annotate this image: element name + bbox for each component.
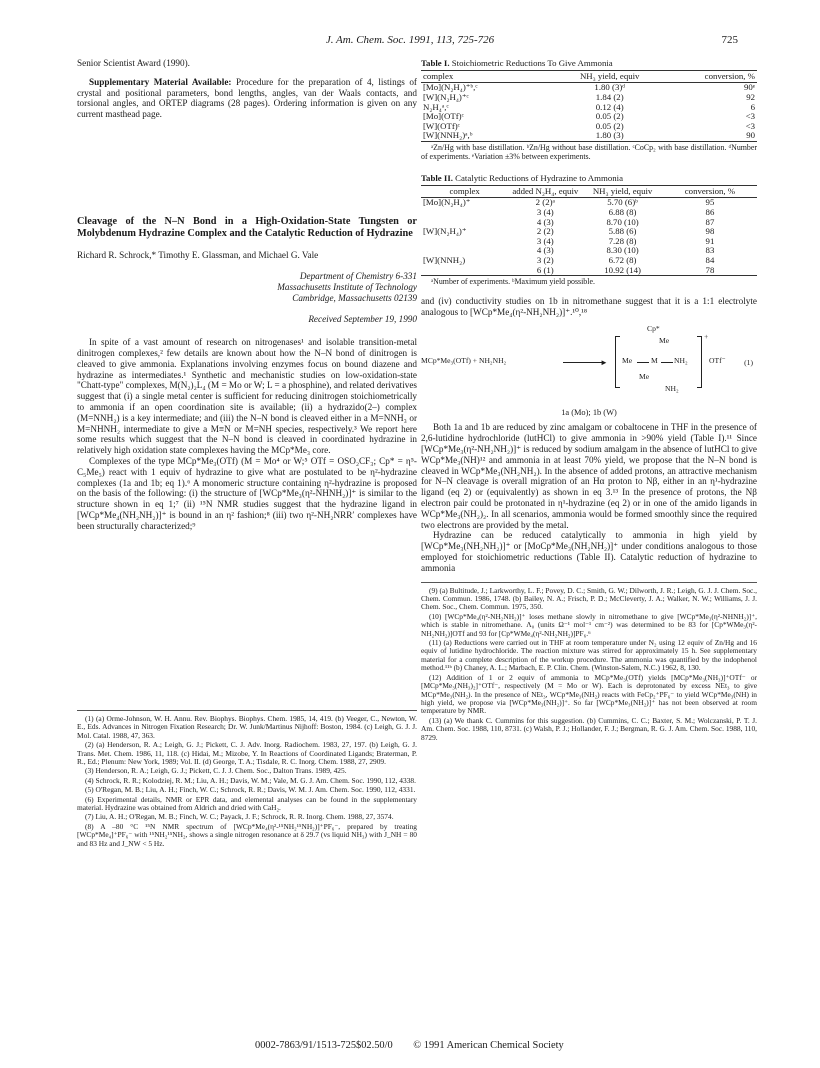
table-cell: 2 (2)ᵃ (535, 197, 555, 208)
arrow-head-icon: ► (600, 357, 608, 367)
table-cell: 90 (664, 131, 757, 141)
footnotes-right (421, 582, 757, 742)
table-1-grid (421, 70, 757, 142)
table-cell: 4 (3) (536, 216, 554, 227)
table-cell: [Mo](N₂H₄)⁺ᵇ,ᶜ (423, 82, 478, 93)
table-cell (421, 237, 508, 247)
scheme-me-left: Me (622, 355, 633, 365)
table-cell: 83 (705, 245, 715, 256)
reaction-arrow (563, 362, 605, 363)
table-cell: 3 (4) (536, 206, 554, 217)
table-cell: 92 (746, 91, 755, 102)
table-cell: 87 (705, 216, 715, 227)
table-1-caption (421, 58, 757, 69)
scheme-reactants: MCp*Me₃(OTf) + NH₂NH₂ (421, 355, 507, 365)
table-cell: [W](N₂H₄)⁺ (423, 226, 467, 237)
table-cell: 90ᵉ (743, 82, 755, 93)
affiliation (77, 271, 417, 305)
table-2-footnote-text: ᵃNumber of experiments. ᵇMaximum yield possible. (431, 277, 595, 287)
table-1-footnote-text: ᵃZn/Hg with base distillation. ᵇZn/Hg without base distillation. ᶜCoCp₂ with base distillation. ᵈNumber of experiments. ᵉVariation ±3% between experiments. (421, 142, 757, 161)
footnote: (2) (a) Henderson, R. A.; Leigh, G. J.; Pickett, C. J. Adv. Inorg. Radiochem. 1983, 27, 197. (b) Leigh, G. J. Trans. Met. Chem. 1986, 11, 118. (c) Hidai, M.; Mizobe, Y. In Reactions of Coordinated Ligands; Braterman, P. R., Ed.; Plenum: New York, 1989; Vol. II. (d) George, T. A.; Tisdale, R. C. Inorg. Chem. 1988, 27, 2909. (77, 740, 417, 767)
paragraph: Both 1a and 1b are reduced by zinc amalgam or cobaltocene in THF in the presence of 2,6-lutidine hydrochloride (lutHCl) to give ammonia in >90% yield (Table I).¹¹ Since [WCp*Me₃(η²-NH₂NH₂)]⁺ is reduced by sodium amalgam in the absence of lutHCl to give WCp*Me₃(NH)¹² and ammonia in at least 70% yield, we propose that the N–N bond is cleaved in WCp*Me₃(NH₂NH₂). In the absence of added protons, an attractive mechanism for N–N cleavage is overall migration of an Hα proton to Nβ, either in an η¹-hydrazine ligand (eq 2) or (equivalently) as shown in eq 3.¹³ In the presence of protons, the Nβ electron pair could be protonated in η¹-hydrazine (eq 2) or in one of the amido ligands in WCp*Me₃(NH₂)₂. In all scenarios, ammonia would be formed smoothly since the required two electrons are provided by the metal. (421, 422, 757, 530)
table-cell: 4 (3) (536, 245, 554, 256)
table-row (421, 131, 757, 141)
scheme-me-bottom: Me (639, 371, 650, 381)
left-bracket (615, 336, 620, 388)
scheme-cp: Cp* (647, 323, 660, 333)
table-cell: 1.84 (2) (595, 91, 624, 102)
table-cell: 6 (1) (508, 266, 582, 276)
page-number: 725 (721, 34, 738, 46)
footnote: (5) O'Regan, M. B.; Liu, A. H.; Finch, W. C.; Schrock, R. R.; Davis, W. M. J. Am. Chem. Soc. 1990, 112, 4331. (85, 785, 416, 795)
footnote: (11) (a) Reductions were carried out in THF at room temperature under N₂ using 12 equiv of Zn/Hg and 16 equiv of lutidine hydrochloride. The reaction mixture was stirred for approximately 15 h. See supplementary material for a complete description of the workup procedure. The ammonia was quantified by the indophenol method.¹¹ᵇ (b) Chaney, A. L.; Marbach, E. P. Clin. Chem. (Winston-Salem, N.C.) 1962, 8, 130. (421, 638, 757, 673)
footnote: (8) A –80 °C ¹⁵N NMR spectrum of [WCp*Me₄(η²-¹⁵NH₂¹⁵NH₂)]⁺PF₆⁻, prepared by treating [WCp*Me₄]⁺PF₆⁻ with ¹⁵NH₂¹⁵NH₂, shows a single nitrogen resonance at δ 29.7 (vs liquid NH₃) with J_NH = 80 and 83 Hz and J_NW < 5 Hz. (77, 821, 417, 848)
received-date: Received September 19, 1990 (308, 314, 417, 325)
affiliation-city: Cambridge, Massachusetts 02139 (292, 293, 417, 304)
table-2-label: Table II. (421, 172, 453, 183)
table-2-title: Catalytic Reductions of Hydrazine to Ammonia (455, 172, 623, 183)
table-cell: 78 (663, 266, 757, 276)
footnote: (7) Liu, A. H.; O'Regan, M. B.; Finch, W. C.; Payack, J. F.; Schrock, R. R. Inorg. Chem. 1988, 27, 3574. (85, 812, 394, 822)
table-cell: 86 (705, 206, 715, 217)
equation-1-scheme (421, 322, 757, 404)
table-header: conversion, % (663, 185, 757, 198)
table-1-body (421, 83, 757, 142)
table-2-footnote (421, 277, 757, 286)
paragraph: In spite of a vast amount of research on nitrogenases¹ and isolable transition-metal dinitrogen complexes,² few details are known about how the N–N bond of dinitrogen is cleaved to give ammonia. Explanations involving enzymes focus on bound diazene and hydrazine as intermediates.¹ Synthetic and mechanistic studies on low-oxidation-state "Chatt-type" complexes, M(N₂)₂L₄ (M = Mo or W; L = a phosphine), and related derivatives suggest that (i) a single metal center is sufficient for reducing dinitrogen stoichiometrically to ammonia if an open coordination site is available; (ii) a hydrazido(2–) complex (M=NNH₂) is a key intermediate; and (iii) the N–N bond is cleaved either in a M=NNH₃ or M=NHNH₂ intermediate to give a M≡N or M=NH species, respectively.³ We report here some results which suggest that the N–N bond is cleaved in coordinated hydrazine in relatively high oxidation state complexes having the MCp*Me₃ core. (77, 337, 417, 456)
table-header: NH₃ yield, equiv (555, 70, 664, 83)
right-bracket (697, 336, 702, 388)
table-cell: 6.72 (8) (608, 254, 637, 265)
table-cell: 0.12 (4) (595, 101, 624, 112)
table-2-body (421, 198, 757, 276)
left-column (77, 58, 417, 848)
table-cell: 5.88 (6) (608, 226, 637, 237)
scheme-metal: M (651, 355, 658, 365)
table-1-footnote (421, 143, 757, 161)
scheme-nh2-a: NH₂ (674, 355, 688, 365)
table-cell: <3 (745, 120, 755, 131)
footnote: (13) (a) We thank C. Cummins for this suggestion. (b) Cummins, C. C.; Baxter, S. M.; Wolczanski, P. T. J. Am. Chem. Soc. 1988, 110, 8731. (c) Walsh, P. J.; Hollander, F. J.; Bergman, R. G. J. Am. Chem. Soc. 1988, 110, 8729. (421, 715, 757, 742)
table-cell: 1.80 (3) (555, 131, 664, 141)
right-column (421, 58, 757, 743)
table-cell: 6.88 (8) (608, 206, 637, 217)
table-header: NH₃ yield, equiv (582, 185, 663, 198)
table-cell: [W](N₂H₄)⁺ᶜ (423, 91, 469, 102)
page-footer (255, 1040, 582, 1051)
footnote: (1) (a) Orme-Johnson, W. H. Annu. Rev. Biophys. Biophys. Chem. 1985, 14, 419. (b) Veeger, C., Newton, W. E., Eds. Advances in Nitrogen Fixation Research; Dr. W. Junk/Martinus Nijhoff: Boston, 1984. (c) Leigh, G. J. J. Mol. Catal. 1988, 47, 363. (77, 714, 417, 740)
authors: Richard R. Schrock,* Timothy E. Glassman, and Michael G. Vale (77, 249, 319, 260)
table-cell: N₂H₄ᵃ,ᶜ (423, 101, 449, 112)
page-header (0, 34, 820, 50)
table-cell: [W](NNH₂)ᵃ,ᵇ (421, 131, 555, 141)
table-header: added N₂H₄, equiv (508, 185, 582, 198)
table-cell: [Mo](N₂H₄)⁺ (423, 197, 471, 208)
footnote: (6) Experimental details, NMR or EPR data, and elemental analyses can be found in the supplementary material. Hydrazine was obtained from Aldrich and dried with CaH₂. (77, 794, 417, 813)
table-cell: [W](NNH₂) (423, 254, 466, 265)
bond-line (661, 362, 673, 363)
table-1-title: Stoichiometric Reductions To Give Ammonia (451, 58, 613, 68)
table-row (421, 266, 757, 276)
table-cell: 5.70 (6)ᵇ (607, 197, 638, 208)
table-header: complex (421, 70, 555, 83)
scheme-caption: 1a (Mo); 1b (W) (561, 407, 617, 417)
table-cell: 6 (750, 101, 755, 112)
table-row (421, 112, 757, 122)
article-title: Cleavage of the N–N Bond in a High-Oxidation-State Tungsten or Molybdenum Hydrazine Complex and the Catalytic Reduction of Hydrazine (77, 215, 417, 239)
footnote: (12) Addition of 1 or 2 equiv of ammonia to MCp*Me₃(OTf) yields [MCp*Me₃(NH₃)]⁺OTf⁻ or [MCp*Me₃(NH₃)₂]⁺OTf⁻, respectively (M = Mo or W). Each is deprotonated by excess NEt₃ to give MCp*Me₃(NH₂). In the presence of NEt₃, WCp*Me₃(NH₂) reacts with FeCp₂⁺PF₆⁻ to yield WCp*Me₃(NH) in high yield, we propose via [WCp*Me₃(NH₂)]⁺. So far [WCp*Me₃(NH₂)]⁺ has not been observed at room temperature by NMR. (421, 672, 757, 716)
table-2-grid (421, 185, 757, 276)
body-text-left (77, 337, 417, 531)
footnote: (3) Henderson, R. A.; Leigh, G. J.; Pickett, C. J. J. Chem. Soc., Dalton Trans. 1989, 425. (85, 766, 347, 776)
table-cell: 3 (4) (536, 235, 554, 246)
table-cell: 84 (705, 254, 715, 265)
table-cell: 2 (2) (536, 226, 554, 237)
journal-citation: J. Am. Chem. Soc. 1991, 113, 725-726 (325, 34, 495, 46)
table-row (421, 103, 757, 113)
scheme-nh2-b: NH₂ (665, 383, 679, 393)
table-cell (421, 266, 508, 276)
supplementary-text: Procedure for the preparation of 4, listings of crystal and positional parameters, bond lengths, angles, van der Waals contacts, and torsional angles, and ORTEP diagrams (28 pages). Ordering information is given on any current masthead page. (77, 76, 417, 120)
table-cell: [W](OTf)ᶜ (423, 120, 460, 131)
table-cell: 7.28 (8) (608, 235, 637, 246)
footnote: (10) [WCp*Me₄(η²-NH₂NH₂)]⁺ loses methane slowly in nitromethane to give [WCp*Me₃(η²-NHNH₂)]⁺, which is stable in nitromethane. Λ₀ (units Ω⁻¹ mol⁻¹ cm⁻²) was determined to be 83 for [Cp*WMe₃(η²-NH₂NH₂)]OTf and 93 for [Cp*WMe₄(η²-NH₂NH₂)]PF₆.⁶ (421, 611, 757, 638)
table-cell: <3 (745, 111, 755, 122)
table-cell: 8.70 (10) (606, 216, 639, 227)
scheme-charge: + (704, 331, 709, 341)
table-cell: 91 (705, 235, 715, 246)
table-row (421, 83, 757, 93)
table-cell: 3 (2) (536, 254, 554, 265)
table-cell: 0.05 (2) (595, 111, 624, 122)
table-1 (421, 58, 757, 161)
paragraph: and (iv) conductivity studies on 1b in nitromethane suggest that it is a 1:1 electrolyte analogous to [WCp*Me₄(η²-NH₂NH₂)]⁺.¹⁰,¹⁸ (421, 296, 757, 317)
table-cell: 98 (705, 226, 715, 237)
table-cell: 1.80 (3)ᵈ (594, 82, 626, 93)
footnote: (4) Schrock, R. R.; Kolodziej, R. M.; Liu, A. H.; Davis, W. M.; Vale, M. G. J. Am. Chem. Soc. 1990, 112, 4338. (85, 775, 416, 785)
table-2 (421, 173, 757, 286)
affiliation-dept: Department of Chemistry 6-331 (299, 270, 417, 281)
table-cell: [Mo](OTf)ᶜ (423, 111, 464, 122)
table-row (421, 93, 757, 103)
paragraph: Complexes of the type MCp*Me₃(OTf) (M = Mo⁴ or W;⁵ OTf = OSO₂CF₃; Cp* = η⁵-C₅Me₅) react with 1 equiv of hydrazine to give what are postulated to be η²-hydrazine complexes (1a and 1b; eq 1).⁶ A monomeric structure containing η²-hydrazine is proposed on the basis of the following: (i) the structure of [WCp*Me₃(η²-NHNH₂)]⁺ is similar to the structure shown in eq 1;⁷ (ii) ¹⁵N NMR studies suggest that the hydrazine ligand in [WCp*Me₄(NH₂NH₂)]⁺ is bound in an η² fashion;⁸ (iii) two η²-NH₂NRR′ complexes have been structurally characterized;⁹ (77, 455, 417, 531)
table-cell: 95 (705, 197, 715, 208)
supplementary-material (77, 77, 417, 120)
footnote: (9) (a) Bultitude, J.; Larkworthy, L. F.; Povey, D. C.; Smith, G. W.; Dilworth, J. R.; Leigh, G. J. J. Chem. Soc., Chem. Commun. 1986, 1748. (b) Bailey, N. A.; Frisch, P. D.; McCleverty, J. A.; Walker, N. W.; Williams, J. J. Chem. Soc., Chem. Commun. 1975, 350. (421, 585, 757, 612)
table-cell: 10.92 (14) (582, 266, 663, 276)
table-header: conversion, % (664, 70, 757, 83)
scheme-anion: OTf⁻ (709, 355, 726, 365)
table-header: complex (421, 185, 508, 198)
table-1-label: Table I. (421, 58, 450, 68)
table-cell (421, 208, 508, 218)
copyright: © 1991 American Chemical Society (413, 1040, 564, 1051)
article-code: 0002-7863/91/1513-725$02.50/0 (255, 1040, 393, 1051)
supplementary-heading: Supplementary Material Available: (89, 76, 232, 87)
footnotes-left (77, 710, 417, 849)
body-text-right (421, 422, 757, 573)
bond-line (637, 362, 649, 363)
paragraph: Hydrazine can be reduced catalytically to ammonia in high yield by [WCp*Me₃(NH₂NH₂)]⁺ or [MoCp*Me₃(NH₂NH₂)]⁺ under conditions analogous to those employed for stoichiometric reductions (Table II). Catalytic reduction of hydrazine to ammonia (421, 530, 757, 573)
table-cell: 0.05 (2) (595, 120, 624, 131)
table-cell: 8.30 (10) (606, 245, 639, 256)
award-line: Senior Scientist Award (1990). (77, 58, 190, 68)
affiliation-inst: Massachusetts Institute of Technology (277, 281, 417, 292)
equation-number: (1) (744, 357, 753, 367)
scheme-me-top: Me (659, 335, 670, 345)
table-2-caption (421, 173, 757, 184)
